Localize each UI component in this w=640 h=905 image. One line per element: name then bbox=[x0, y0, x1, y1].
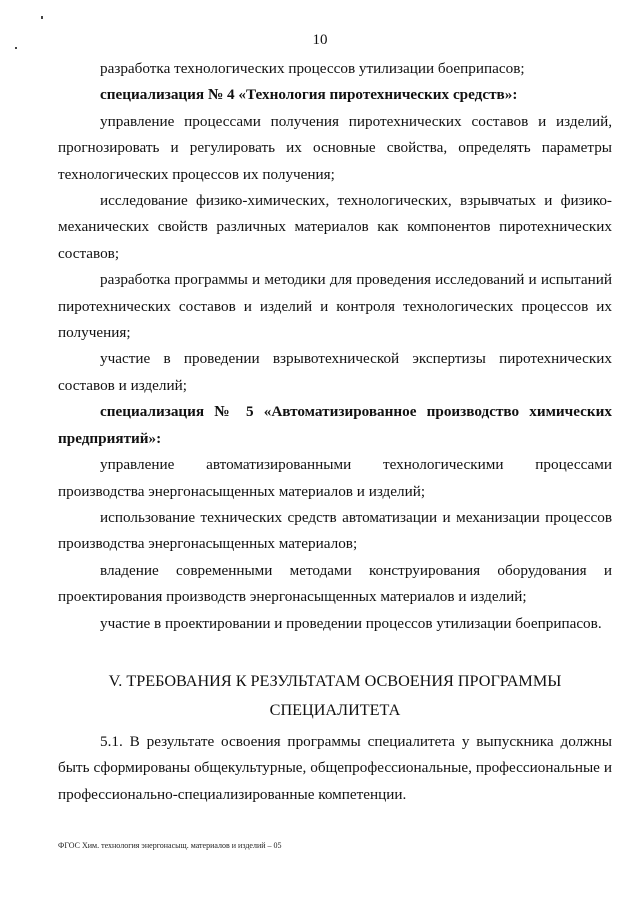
specialization-5-heading: специализация № 5 «Автоматизированное производство химических предприятий»: bbox=[58, 403, 612, 447]
section-title bbox=[58, 667, 612, 725]
section-paragraph: 5.1. В результате освоения программы специалитета у выпускника должны быть сформированы общекультурные, общепрофессиональные, профессиональные и профессионально-специализированные компетенции. bbox=[58, 732, 612, 803]
paragraph-3: управление процессами получения пиротехнических составов и изделий, прогнозировать и регулировать их основные свойства, определять параметры технологических процессов их получения; bbox=[58, 112, 612, 183]
page-number: 10 bbox=[312, 32, 328, 48]
scan-speck-top bbox=[41, 16, 43, 19]
paragraph-6: участие в проведении взрывотехнической экспертизы пиротехнических составов и изделий; bbox=[58, 350, 612, 394]
document-body bbox=[58, 56, 612, 808]
paragraph-8: управление автоматизированными технологическими процессами производства энергонасыщенных материалов и изделий; bbox=[58, 456, 612, 500]
section-title-line-1: V. ТРЕБОВАНИЯ К РЕЗУЛЬТАТАМ ОСВОЕНИЯ ПРОГРАММЫ bbox=[108, 671, 562, 690]
paragraph-11: участие в проектировании и проведении процессов утилизации боеприпасов. bbox=[100, 614, 602, 632]
specialization-4-heading: специализация № 4 «Технология пиротехнических средств»: bbox=[100, 86, 518, 104]
paragraph-5: разработка программы и методики для проведения исследований и испытаний пиротехнических составов и изделий и контроля технологических процессов их получения; bbox=[58, 271, 612, 342]
paragraph-4: исследование физико-химических, технологических, взрывчатых и физико-механических свойств различных материалов как компонентов пиротехнических составов; bbox=[58, 192, 612, 262]
paragraph-1: разработка технологических процессов утилизации боеприпасов; bbox=[100, 60, 525, 77]
footer: ФГОС Хим. технология энергонасыщ. материалов и изделий – 05 bbox=[58, 841, 282, 850]
paragraph-10: владение современными методами конструирования оборудования и проектирования производств энергонасыщенных материалов и изделий; bbox=[58, 561, 612, 606]
section-title-line-2: СПЕЦИАЛИТЕТА bbox=[269, 700, 401, 719]
paragraph-9: использование технических средств автоматизации и механизации процессов производства энергонасыщенных материалов; bbox=[58, 508, 612, 553]
